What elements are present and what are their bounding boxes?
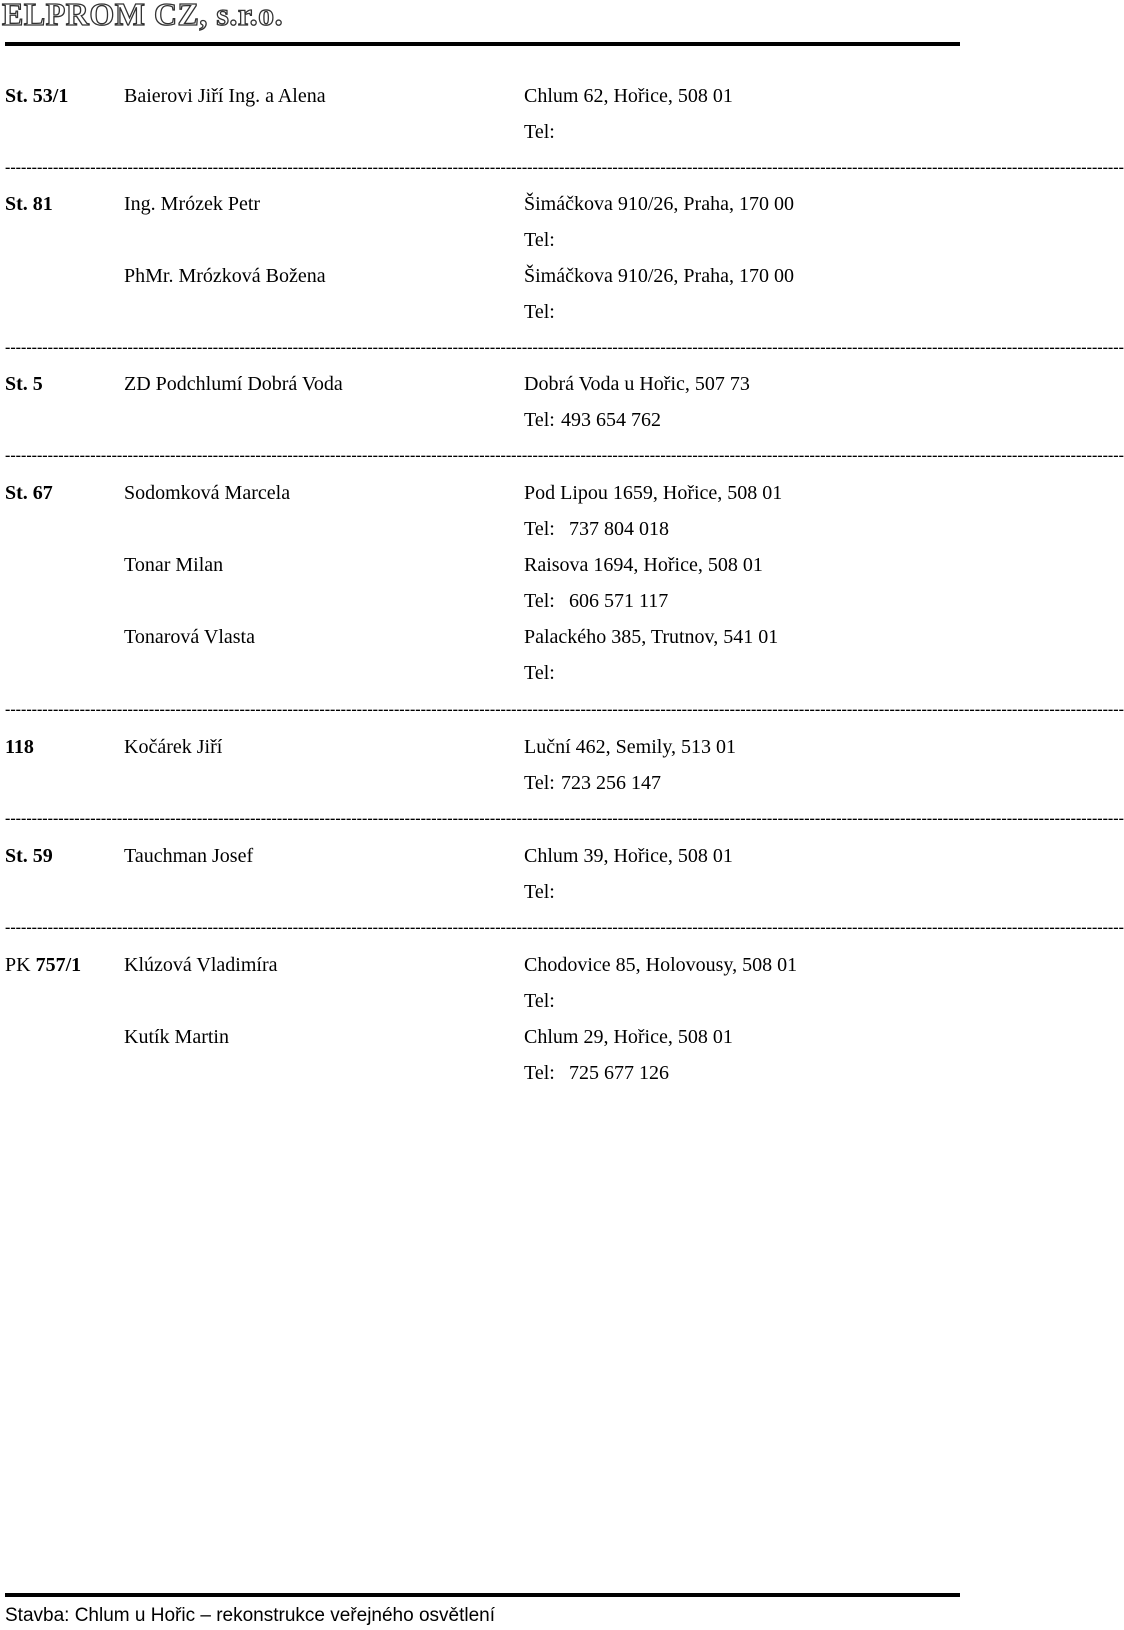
tel-number: 725 677 126	[569, 1062, 669, 1084]
parcel-number: St. 81	[5, 193, 53, 215]
tel-label: Tel:	[524, 518, 555, 540]
entry-separator: ------------------------------------------------------------------------------------------------------------------------------------------------------------------------------------------------------------------	[5, 447, 1124, 464]
parcel-number: St. 67	[5, 482, 53, 504]
owner-name: Sodomková Marcela	[124, 482, 291, 504]
owner-name: ZD Podchlumí Dobrá Voda	[124, 373, 343, 395]
tel-number: 606 571 117	[569, 590, 669, 612]
owner-name: Kutík Martin	[124, 1026, 229, 1048]
parcel-number: St. 53/1	[5, 85, 69, 107]
parcel-number: 118	[5, 736, 34, 758]
parcel-id: 757/1	[35, 954, 82, 976]
tel-number: 493 654 762	[561, 409, 661, 431]
tel-label: Tel:	[524, 662, 555, 684]
tel-number: 737 804 018	[569, 518, 669, 540]
owner-address: Chodovice 85, Holovousy, 508 01	[524, 954, 798, 976]
owner-address: Raisova 1694, Hořice, 508 01	[524, 554, 763, 576]
owner-address: Palackého 385, Trutnov, 541 01	[524, 626, 779, 648]
owner-address: Chlum 39, Hořice, 508 01	[524, 845, 733, 867]
parcel-number: St. 59	[5, 845, 53, 867]
tel-number: 723 256 147	[561, 772, 661, 794]
owner-name: Kočárek Jiří	[124, 736, 223, 758]
tel-label: Tel:	[524, 590, 555, 612]
tel-label: Tel:	[524, 1062, 555, 1084]
parcel-number	[5, 953, 81, 977]
tel-label: Tel:	[524, 409, 555, 431]
owner-name: Tauchman Josef	[124, 845, 254, 867]
owner-address: Dobrá Voda u Hořic, 507 73	[524, 373, 750, 395]
entry-separator: ------------------------------------------------------------------------------------------------------------------------------------------------------------------------------------------------------------------	[5, 810, 1124, 827]
entry-separator: ------------------------------------------------------------------------------------------------------------------------------------------------------------------------------------------------------------------	[5, 919, 1124, 936]
footer-rule	[5, 1593, 960, 1597]
tel-label: Tel:	[524, 990, 555, 1012]
tel-label: Tel:	[524, 121, 555, 143]
company-logo: ELPROM CZ, s.r.o.	[2, 0, 284, 32]
entry-separator: ------------------------------------------------------------------------------------------------------------------------------------------------------------------------------------------------------------------	[5, 339, 1124, 356]
parcel-prefix: PK	[5, 954, 31, 976]
owner-address: Luční 462, Semily, 513 01	[524, 736, 737, 758]
tel-label: Tel:	[524, 881, 555, 903]
owner-name: Baierovi Jiří Ing. a Alena	[124, 85, 326, 107]
entry-separator: ------------------------------------------------------------------------------------------------------------------------------------------------------------------------------------------------------------------	[5, 159, 1124, 176]
tel-label: Tel:	[524, 229, 555, 251]
owner-address: Pod Lipou 1659, Hořice, 508 01	[524, 482, 783, 504]
owner-address: Šimáčkova 910/26, Praha, 170 00	[524, 193, 794, 215]
header-rule	[5, 42, 960, 46]
footer-project-name: Stavba: Chlum u Hořic – rekonstrukce veřejného osvětlení	[5, 1605, 496, 1626]
owner-name: Tonar Milan	[124, 554, 224, 576]
tel-label: Tel:	[524, 772, 555, 794]
owner-address: Chlum 29, Hořice, 508 01	[524, 1026, 733, 1048]
owner-name: Tonarová Vlasta	[124, 626, 255, 648]
entry-separator: ------------------------------------------------------------------------------------------------------------------------------------------------------------------------------------------------------------------	[5, 701, 1124, 718]
owner-name: Ing. Mrózek Petr	[124, 193, 261, 215]
owner-name: PhMr. Mrózková Božena	[124, 265, 326, 287]
parcel-number: St. 5	[5, 373, 43, 395]
owner-name: Klúzová Vladimíra	[124, 954, 278, 976]
owner-address: Chlum 62, Hořice, 508 01	[524, 85, 733, 107]
owner-address: Šimáčkova 910/26, Praha, 170 00	[524, 265, 794, 287]
tel-label: Tel:	[524, 301, 555, 323]
